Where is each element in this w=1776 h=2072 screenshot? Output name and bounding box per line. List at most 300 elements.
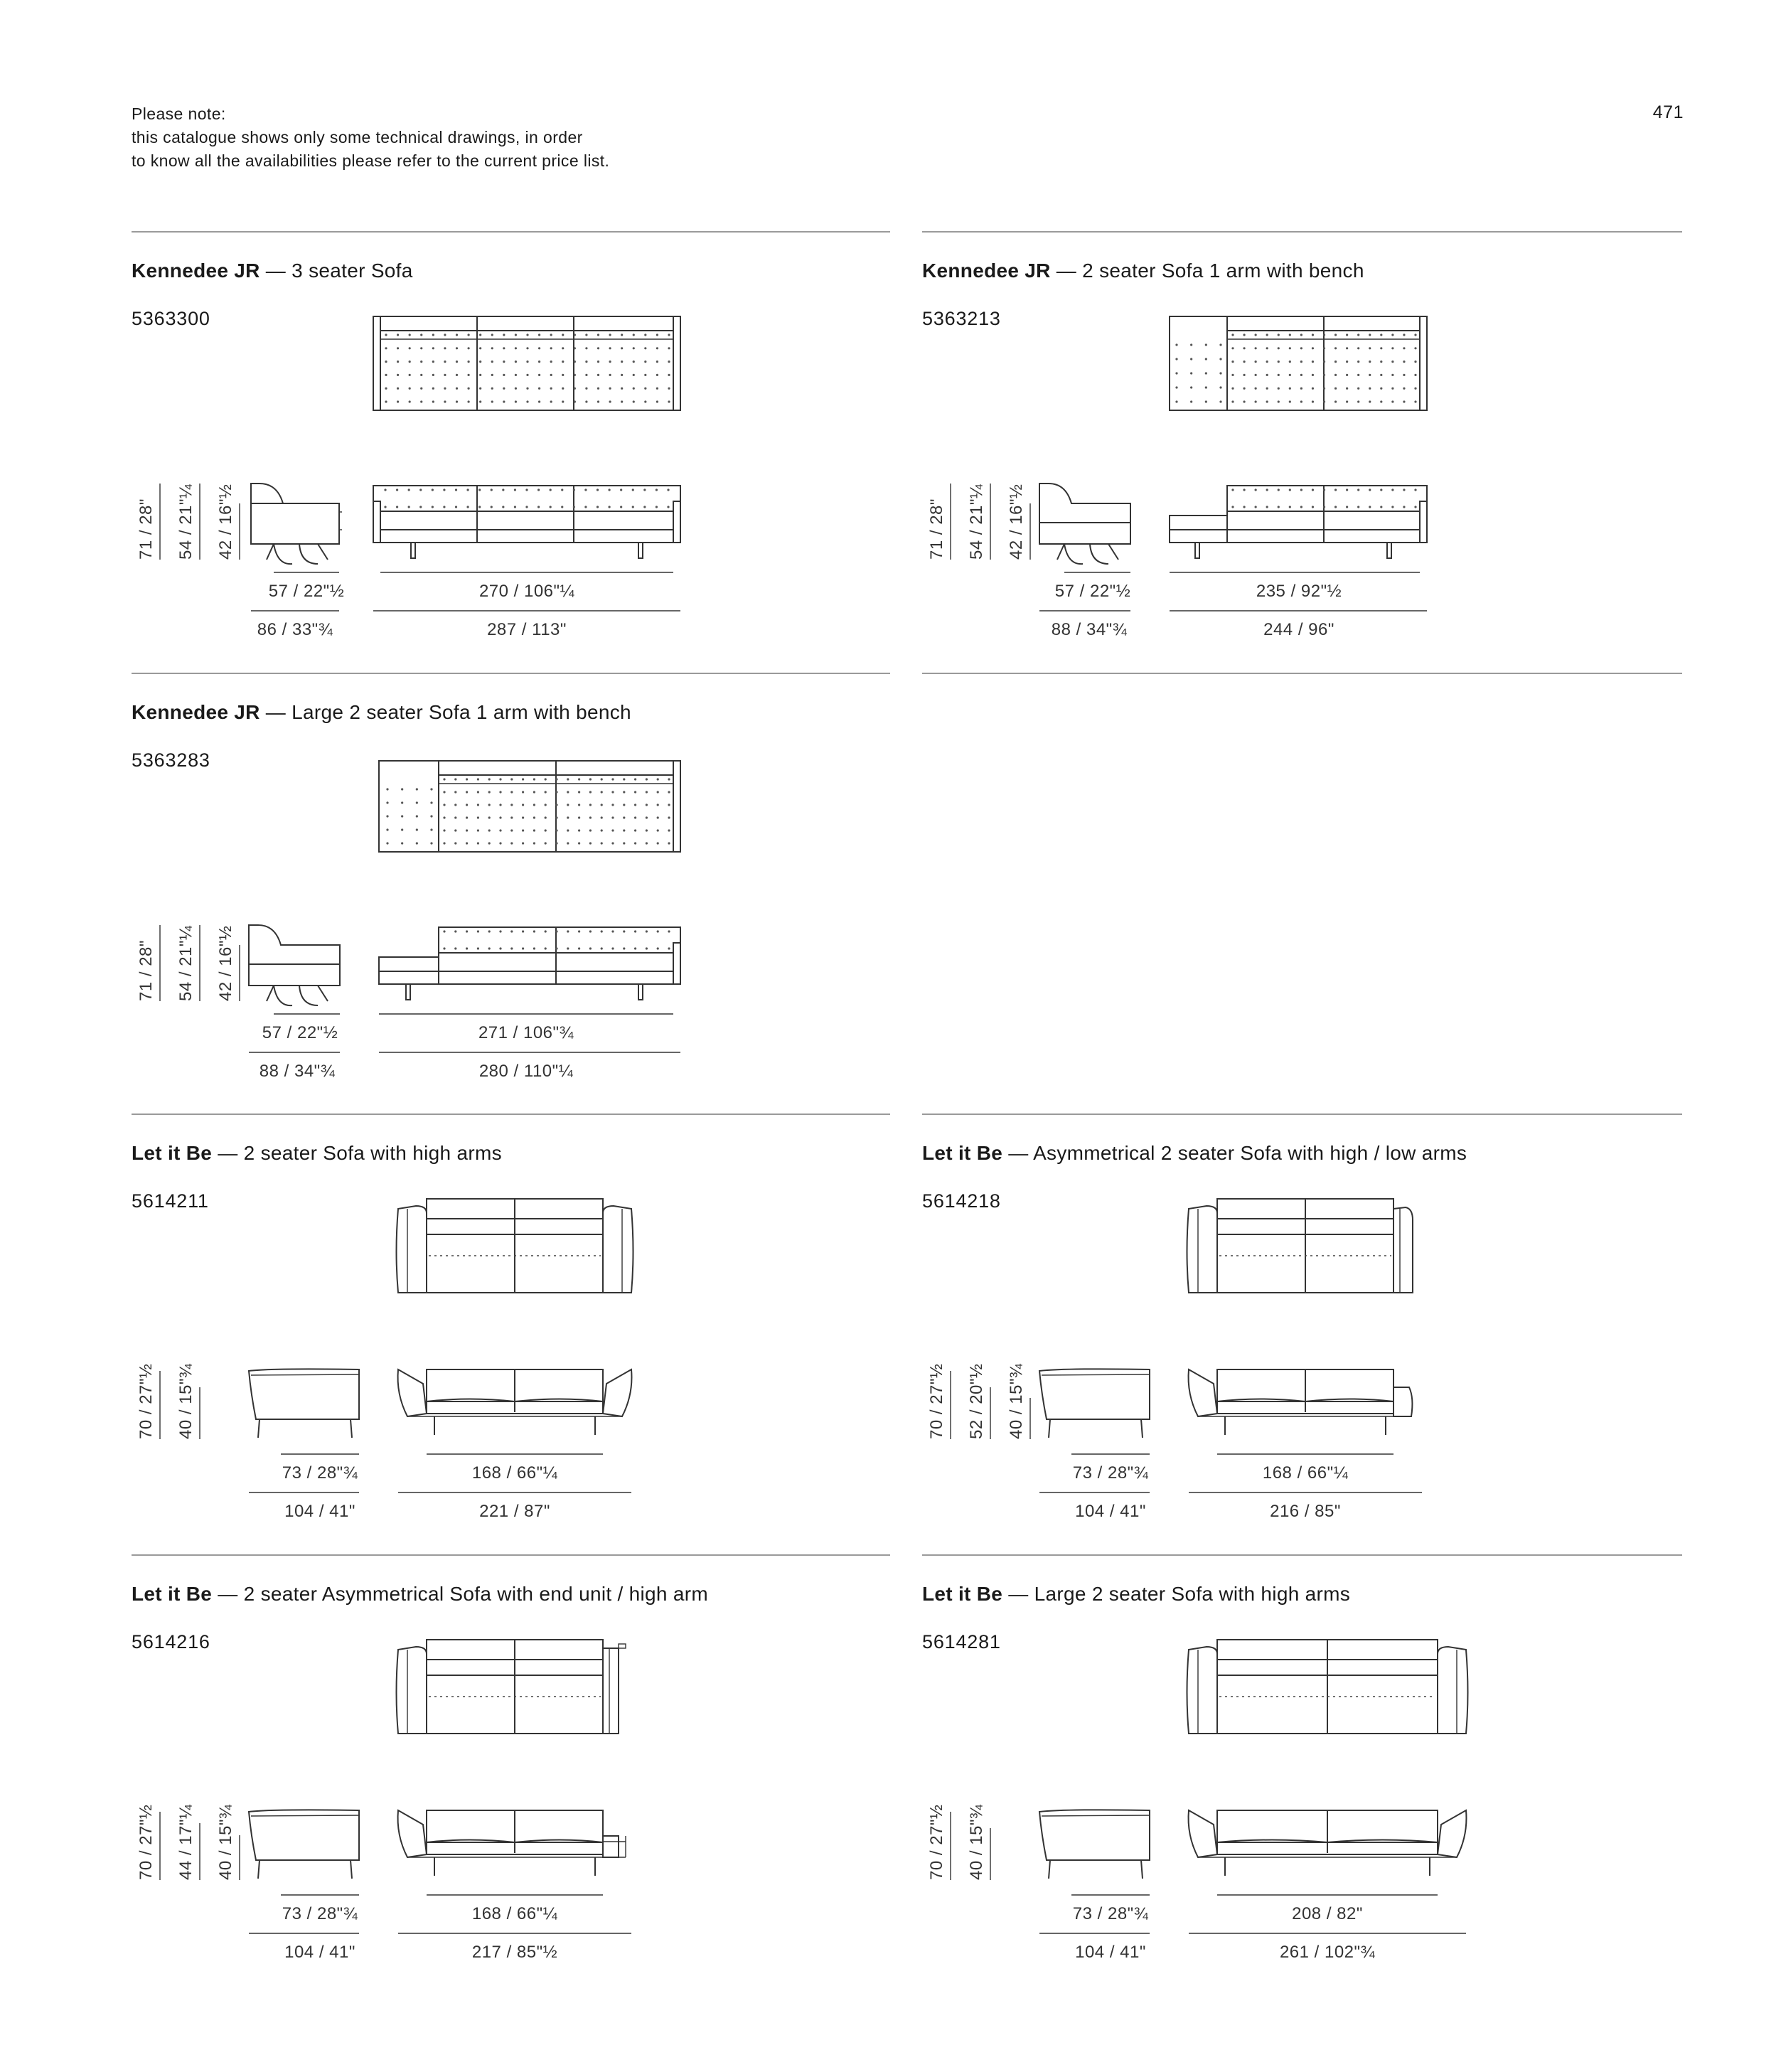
upholstery-dot (1175, 400, 1177, 402)
sofa-front-view (398, 1369, 632, 1435)
technical-drawing (132, 231, 892, 665)
height-dimensions (137, 484, 240, 560)
upholstery-dot (1278, 400, 1280, 402)
upholstery-dot (555, 816, 557, 818)
sofa-top-view (379, 761, 680, 852)
upholstery-dot (657, 829, 659, 831)
upholstery-dot (526, 374, 528, 376)
upholstery-dot (430, 801, 432, 803)
upholstery-dot (1255, 347, 1257, 349)
upholstery-dot (1346, 333, 1348, 336)
upholstery-dot (574, 361, 576, 363)
upholstery-dot (550, 506, 552, 508)
upholstery-dot (538, 347, 540, 349)
upholstery-dot (646, 842, 648, 844)
upholstery-dot (499, 816, 501, 818)
upholstery-dot (621, 388, 623, 390)
upholstery-dot (466, 488, 469, 491)
upholstery-dot (420, 333, 422, 336)
height-dim: 40 / 15"¾ (1007, 1363, 1026, 1439)
upholstery-dot (1231, 400, 1234, 402)
upholstery-dot (611, 930, 614, 932)
upholstery-dot (466, 842, 468, 844)
upholstery-dot (491, 333, 493, 336)
upholstery-dot (597, 333, 599, 336)
width-dimensions (251, 572, 680, 639)
upholstery-dot (562, 361, 564, 363)
upholstery-dot (384, 488, 386, 491)
upholstery-dot (623, 930, 625, 932)
upholstery-dot (1219, 358, 1221, 360)
product-brand: Let it Be (132, 1142, 213, 1164)
width-dim: 261 / 102"¾ (1279, 1943, 1376, 1962)
upholstery-dot (656, 333, 658, 336)
divider (922, 673, 1682, 674)
upholstery-dot (1231, 388, 1234, 390)
width-dim: 270 / 106"¼ (478, 582, 575, 601)
upholstery-dot (491, 374, 493, 376)
upholstery-dot (621, 400, 623, 402)
upholstery-dot (1190, 400, 1192, 402)
depth-dim: 104 / 41" (284, 1502, 355, 1521)
height-dim: 70 / 27"½ (137, 1363, 156, 1439)
product-brand: Let it Be (922, 1142, 1003, 1164)
upholstery-dot (1369, 374, 1371, 376)
upholstery-dot (578, 803, 580, 806)
upholstery-dot (1312, 388, 1314, 390)
upholstery-dot (401, 842, 403, 844)
upholstery-dot (657, 930, 659, 932)
upholstery-dot (1380, 361, 1382, 363)
upholstery-dot (561, 488, 563, 491)
upholstery-dot (1219, 400, 1221, 402)
upholstery-dot (514, 506, 516, 508)
upholstery-dot (510, 791, 513, 793)
product-block (132, 673, 892, 1106)
upholstery-dot (578, 947, 580, 949)
upholstery-dot (601, 816, 603, 818)
upholstery-dot (1255, 400, 1257, 402)
upholstery-dot (620, 506, 622, 508)
upholstery-dot (503, 374, 505, 376)
upholstery-dot (455, 488, 457, 491)
upholstery-dot (633, 388, 635, 390)
upholstery-dot (550, 374, 552, 376)
upholstery-dot (623, 947, 625, 949)
upholstery-dot (550, 333, 552, 336)
upholstery-dot (1357, 333, 1359, 336)
upholstery-dot (567, 930, 569, 932)
upholstery-dot (1289, 374, 1291, 376)
upholstery-dot (444, 388, 446, 390)
upholstery-dot (668, 400, 670, 402)
upholstery-dot (416, 788, 418, 790)
upholstery-dot (420, 388, 422, 390)
upholstery-dot (1312, 347, 1314, 349)
sofa-front-view (1170, 486, 1427, 558)
upholstery-dot (1312, 361, 1314, 363)
upholstery-dot (1289, 347, 1291, 349)
upholstery-dot (491, 488, 493, 491)
upholstery-dot (1266, 361, 1268, 363)
upholstery-dot (432, 347, 434, 349)
upholstery-dot (578, 842, 580, 844)
upholstery-dot (1403, 488, 1405, 491)
upholstery-dot (491, 506, 493, 508)
upholstery-dot (443, 791, 445, 793)
upholstery-dot (601, 829, 603, 831)
upholstery-dot (1357, 400, 1359, 402)
upholstery-dot (443, 842, 445, 844)
product-block (132, 1114, 892, 1547)
upholstery-dot (477, 803, 479, 806)
upholstery-dot (668, 374, 670, 376)
upholstery-dot (502, 488, 504, 491)
upholstery-dot (1369, 488, 1371, 491)
upholstery-dot (499, 930, 501, 932)
upholstery-dot (477, 816, 479, 818)
upholstery-dot (537, 506, 540, 508)
upholstery-dot (477, 778, 479, 780)
upholstery-dot (1403, 347, 1405, 349)
width-dim: 168 / 66"¼ (1262, 1463, 1349, 1483)
upholstery-dot (562, 374, 564, 376)
upholstery-dot (1190, 343, 1192, 346)
upholstery-dot (477, 829, 479, 831)
upholstery-dot (633, 361, 635, 363)
upholstery-dot (526, 388, 528, 390)
height-dim: 70 / 27"½ (137, 1804, 156, 1880)
upholstery-dot (1323, 347, 1325, 349)
upholstery-dot (385, 400, 387, 402)
upholstery-dot (401, 801, 403, 803)
upholstery-dot (1243, 333, 1245, 336)
product-block (132, 1554, 892, 1988)
upholstery-dot (1346, 388, 1348, 390)
upholstery-dot (444, 333, 446, 336)
upholstery-dot (385, 361, 387, 363)
upholstery-dot (432, 506, 434, 508)
width-dim: 216 / 85" (1270, 1502, 1341, 1521)
width-dim: 208 / 82" (1292, 1904, 1363, 1923)
upholstery-dot (633, 400, 635, 402)
upholstery-dot (432, 361, 434, 363)
upholstery-dot (454, 947, 456, 949)
upholstery-dot (1255, 488, 1257, 491)
upholstery-dot (454, 829, 456, 831)
upholstery-dot (533, 816, 535, 818)
upholstery-dot (538, 400, 540, 402)
upholstery-dot (1243, 506, 1245, 508)
upholstery-dot (499, 791, 501, 793)
upholstery-dot (1255, 333, 1257, 336)
upholstery-dot (522, 791, 524, 793)
upholstery-dot (634, 947, 636, 949)
width-dimensions (249, 1014, 680, 1081)
upholstery-dot (488, 778, 491, 780)
width-dim: 235 / 92"½ (1256, 582, 1342, 601)
upholstery-dot (467, 361, 469, 363)
upholstery-dot (533, 778, 535, 780)
height-dim: 42 / 16"½ (216, 484, 235, 560)
upholstery-dot (409, 400, 411, 402)
depth-dim: 104 / 41" (1075, 1943, 1146, 1962)
upholstery-dot (456, 388, 458, 390)
upholstery-dot (1175, 343, 1177, 346)
upholstery-dot (1391, 374, 1393, 376)
depth-dim: 86 / 33"¾ (257, 620, 333, 639)
upholstery-dot (456, 400, 458, 402)
technical-drawing (132, 1554, 892, 1988)
upholstery-dot (1312, 400, 1314, 402)
product-description: — 2 seater Asymmetrical Sofa with end unit / high arm (218, 1583, 708, 1605)
upholstery-dot (1266, 506, 1268, 508)
upholstery-dot (644, 388, 646, 390)
upholstery-dot (385, 347, 387, 349)
upholstery-dot (430, 815, 432, 817)
upholstery-dot (466, 816, 468, 818)
upholstery-dot (526, 361, 528, 363)
width-dim: 221 / 87" (479, 1502, 550, 1521)
product-block (922, 1114, 1683, 1547)
upholstery-dot (1243, 361, 1245, 363)
upholstery-dot (522, 842, 524, 844)
upholstery-dot (443, 803, 445, 806)
upholstery-dot (454, 842, 456, 844)
upholstery-dot (611, 947, 614, 949)
height-dim: 54 / 21"¼ (967, 484, 986, 560)
upholstery-dot (488, 829, 491, 831)
upholstery-dot (1346, 347, 1348, 349)
upholstery-dot (657, 803, 659, 806)
upholstery-dot (477, 947, 479, 949)
upholstery-dot (1219, 386, 1221, 388)
upholstery-dot (1346, 488, 1348, 491)
upholstery-dot (555, 829, 557, 831)
upholstery-dot (1266, 333, 1268, 336)
upholstery-dot (409, 374, 411, 376)
upholstery-dot (632, 488, 634, 491)
upholstery-dot (432, 488, 434, 491)
upholstery-dot (668, 791, 670, 793)
upholstery-dot (503, 361, 505, 363)
upholstery-dot (601, 930, 603, 932)
upholstery-dot (443, 930, 445, 932)
upholstery-dot (1278, 374, 1280, 376)
upholstery-dot (1278, 333, 1280, 336)
upholstery-dot (567, 947, 569, 949)
upholstery-dot (643, 506, 646, 508)
upholstery-dot (443, 816, 445, 818)
width-dimensions (1039, 572, 1427, 639)
upholstery-dot (545, 829, 547, 831)
upholstery-dot (601, 842, 603, 844)
upholstery-dot (466, 829, 468, 831)
upholstery-dot (454, 803, 456, 806)
upholstery-dot (1323, 488, 1325, 491)
upholstery-dot (503, 400, 505, 402)
upholstery-dot (623, 842, 625, 844)
upholstery-dot (444, 400, 446, 402)
upholstery-dot (510, 778, 513, 780)
upholstery-dot (656, 347, 658, 349)
upholstery-dot (545, 803, 547, 806)
upholstery-dot (555, 930, 557, 932)
upholstery-dot (385, 374, 387, 376)
product-brand: Kennedee JR (922, 260, 1051, 282)
upholstery-dot (597, 488, 599, 491)
upholstery-dot (623, 816, 625, 818)
upholstery-dot (510, 816, 513, 818)
upholstery-dot (1255, 388, 1257, 390)
upholstery-dot (488, 791, 491, 793)
upholstery-dot (656, 374, 658, 376)
upholstery-dot (397, 374, 399, 376)
note-line-3: to know all the availabilities please refer to the current price list. (132, 151, 610, 170)
upholstery-dot (1300, 333, 1302, 336)
upholstery-dot (1403, 506, 1405, 508)
upholstery-dot (409, 347, 411, 349)
upholstery-dot (443, 829, 445, 831)
upholstery-dot (466, 506, 469, 508)
upholstery-dot (643, 488, 646, 491)
upholstery-dot (1300, 488, 1302, 491)
upholstery-dot (578, 829, 580, 831)
upholstery-dot (545, 816, 547, 818)
upholstery-dot (444, 347, 446, 349)
upholstery-dot (479, 388, 481, 390)
upholstery-dot (1414, 347, 1416, 349)
upholstery-dot (1334, 488, 1337, 491)
upholstery-dot (1278, 347, 1280, 349)
product-description: — Large 2 seater Sofa with high arms (1008, 1583, 1351, 1605)
product-description: — 2 seater Sofa 1 arm with bench (1056, 260, 1364, 282)
upholstery-dot (1243, 347, 1245, 349)
upholstery-dot (584, 488, 587, 491)
upholstery-dot (488, 816, 491, 818)
upholstery-dot (397, 347, 399, 349)
upholstery-dot (408, 506, 410, 508)
upholstery-dot (1243, 400, 1245, 402)
width-dim: 244 / 96" (1263, 620, 1334, 639)
upholstery-dot (1380, 400, 1382, 402)
upholstery-dot (420, 374, 422, 376)
upholstery-dot (545, 791, 547, 793)
upholstery-dot (479, 374, 481, 376)
technical-drawing (132, 673, 892, 1106)
upholstery-dot (1278, 361, 1280, 363)
upholstery-dot (1391, 506, 1393, 508)
upholstery-dot (1255, 361, 1257, 363)
technical-drawing (922, 231, 1683, 665)
upholstery-dot (401, 815, 403, 817)
upholstery-dot (454, 791, 456, 793)
upholstery-dot (510, 829, 513, 831)
upholstery-dot (409, 361, 411, 363)
width-dimensions (1039, 1454, 1422, 1521)
upholstery-dot (515, 347, 517, 349)
height-dimensions (137, 925, 240, 1001)
page-number: 471 (1652, 102, 1684, 122)
upholstery-dot (1300, 388, 1302, 390)
upholstery-dot (1231, 374, 1234, 376)
upholstery-dot (396, 506, 398, 508)
height-dimensions (137, 1804, 240, 1880)
upholstery-dot (1300, 347, 1302, 349)
upholstery-dot (510, 842, 513, 844)
upholstery-dot (456, 374, 458, 376)
upholstery-dot (667, 506, 669, 508)
upholstery-dot (623, 829, 625, 831)
upholstery-dot (1205, 358, 1207, 360)
product-code: 5614281 (922, 1631, 1001, 1652)
upholstery-dot (477, 930, 479, 932)
height-dimensions (927, 1804, 990, 1880)
upholstery-dot (585, 400, 587, 402)
upholstery-dot (419, 506, 422, 508)
upholstery-dot (1312, 333, 1314, 336)
upholstery-dot (1205, 343, 1207, 346)
upholstery-dot (1278, 488, 1280, 491)
upholstery-dot (1175, 386, 1177, 388)
upholstery-dot (1219, 372, 1221, 374)
upholstery-dot (526, 333, 528, 336)
upholstery-dot (1278, 388, 1280, 390)
upholstery-dot (609, 347, 611, 349)
upholstery-dot (634, 930, 636, 932)
upholstery-dot (646, 778, 648, 780)
upholstery-dot (499, 778, 501, 780)
upholstery-dot (1312, 506, 1314, 508)
product-description: — 3 seater Sofa (265, 260, 413, 282)
upholstery-dot (499, 947, 501, 949)
upholstery-dot (668, 333, 670, 336)
sofa-side-view (1039, 1810, 1150, 1879)
product-description: — 2 seater Sofa with high arms (218, 1142, 502, 1164)
upholstery-dot (1300, 374, 1302, 376)
upholstery-dot (573, 506, 575, 508)
upholstery-dot (1346, 506, 1348, 508)
upholstery-dot (634, 842, 636, 844)
upholstery-dot (1323, 388, 1325, 390)
upholstery-dot (1300, 400, 1302, 402)
upholstery-dot (1323, 506, 1325, 508)
upholstery-dot (589, 930, 592, 932)
upholstery-dot (545, 778, 547, 780)
upholstery-dot (384, 506, 386, 508)
upholstery-dot (443, 778, 445, 780)
upholstery-dot (503, 333, 505, 336)
upholstery-dot (416, 828, 418, 831)
upholstery-dot (538, 374, 540, 376)
upholstery-dot (1334, 388, 1337, 390)
upholstery-dot (1243, 374, 1245, 376)
upholstery-dot (515, 361, 517, 363)
upholstery-dot (601, 803, 603, 806)
height-dim: 44 / 17"¼ (176, 1804, 196, 1880)
upholstery-dot (1357, 374, 1359, 376)
upholstery-dot (1243, 388, 1245, 390)
upholstery-dot (589, 829, 592, 831)
upholstery-dot (444, 361, 446, 363)
upholstery-dot (488, 947, 491, 949)
upholstery-dot (467, 347, 469, 349)
upholstery-dot (644, 400, 646, 402)
depth-dim: 73 / 28"¾ (1072, 1904, 1149, 1923)
upholstery-dot (1380, 388, 1382, 390)
upholstery-dot (589, 778, 592, 780)
upholstery-dot (621, 333, 623, 336)
